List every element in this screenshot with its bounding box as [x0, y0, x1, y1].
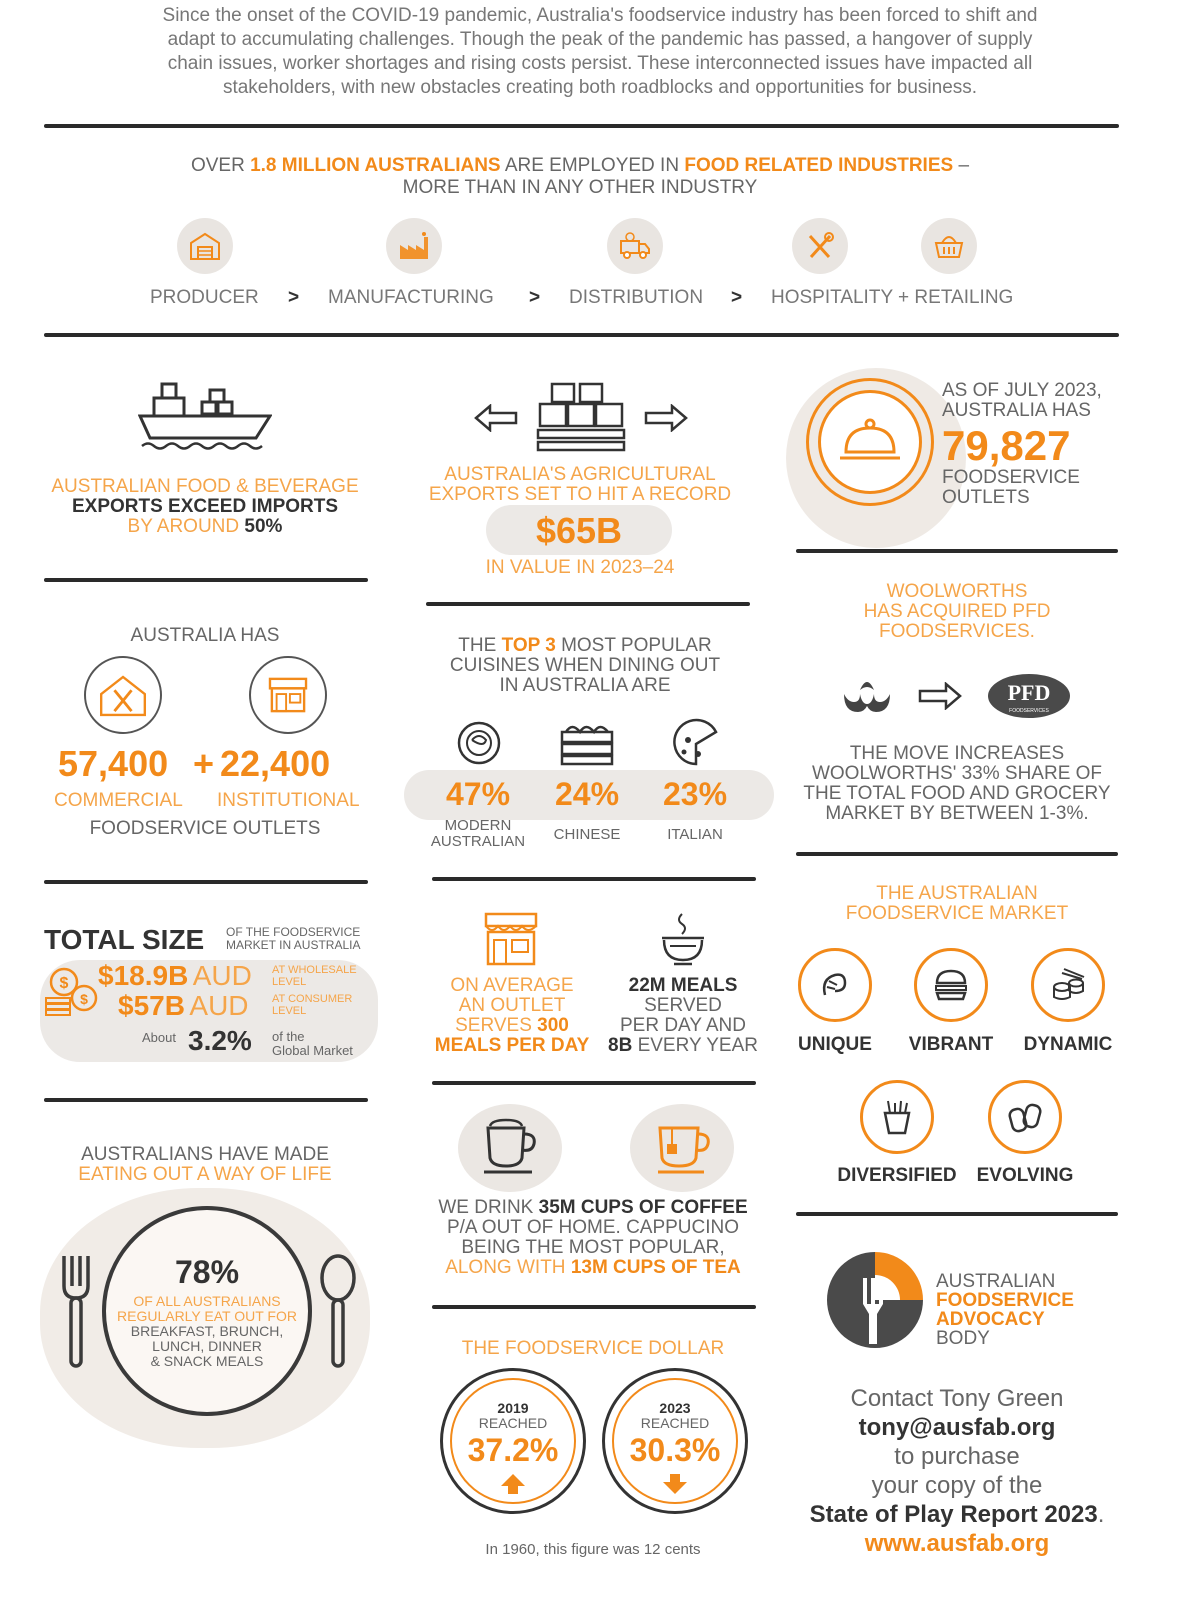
evolving-label: EVOLVING: [976, 1165, 1074, 1186]
total-meals-text: 22M MEALS SERVED PER DAY AND 8B EVERY YEAR: [608, 975, 758, 1056]
employment-industries: FOOD RELATED INDUSTRIES: [684, 155, 954, 176]
delivery-truck-icon: [607, 218, 663, 274]
employment-headline: OVER 1.8 MILLION AUSTRALIANS ARE EMPLOYED IN FOOD RELATED INDUSTRIES – MORE THAN IN ANY OTHER INDUSTRY: [190, 155, 970, 198]
coins-icon: [44, 964, 100, 1018]
dumpling-steamer-icon: [558, 718, 616, 766]
restaurant-icon: [84, 656, 162, 734]
contact-block: Contact Tony Green tony@ausfab.org to purchase your copy of the State of Play Report 2023. www.ausfab.org: [790, 1384, 1124, 1558]
chain-producer: PRODUCER: [150, 287, 259, 308]
commercial-foot: FOODSERVICE OUTLETS: [89, 818, 321, 839]
intro-line: adapt to accumulating challenges. Though the peak of the pandemic has passed, a hangover of supply: [167, 29, 1033, 50]
sushi-icon: [1031, 948, 1105, 1022]
cloche-icon: [838, 418, 902, 464]
website-link[interactable]: www.ausfab.org: [864, 1530, 1050, 1557]
intro-line: chain issues, worker shortages and rising costs persist. These interconnected issues have impacted all: [167, 53, 1033, 74]
svg-text:$: $: [59, 975, 69, 992]
chain-manufacturing: MANUFACTURING: [328, 287, 494, 308]
arrow-right-icon: [918, 682, 962, 710]
cuisine-pct-chinese: 24%: [554, 776, 620, 812]
tea-cup-icon: [654, 1120, 714, 1176]
outlets-label: FOODSERVICE OUTLETS: [942, 467, 1080, 508]
dollar-2023-value: 30.3%: [629, 1432, 721, 1468]
commercial-heading: AUSTRALIA HAS: [130, 625, 280, 646]
cuisine-pct-modern: 47%: [445, 776, 511, 812]
contact-email-link[interactable]: tony@ausfab.org: [858, 1414, 1056, 1441]
coffee-cup-icon: [482, 1116, 542, 1178]
arrow-up-icon: [501, 1474, 525, 1494]
divider: [44, 333, 1119, 337]
chain-arrow: >: [288, 287, 300, 308]
pfd-logo: PFD FOODSERVICES: [988, 674, 1070, 718]
dollar-2023-reached: REACHED: [640, 1415, 710, 1431]
pizza-icon: [670, 718, 722, 766]
coffee-text: WE DRINK 35M CUPS OF COFFEE P/A OUT OF HOME. CAPPUCINO BEING THE MOST POPULAR, ALONG WITH 13M CUPS OF TEA: [438, 1197, 748, 1278]
intro-line: stakeholders, with new obstacles creating both roadblocks and opportunities for business.: [222, 77, 978, 98]
arrow-down-icon: [663, 1474, 687, 1494]
eatout-pct: 78%: [174, 1254, 240, 1290]
commercial-count: 57,400: [58, 743, 169, 784]
woolworths-move-text: THE MOVE INCREASES WOOLWORTHS' 33% SHARE OF THE TOTAL FOOD AND GROCERY MARKET BY BETWEEN 1-3%.: [803, 743, 1111, 824]
wholesale-note: AT WHOLESALE LEVEL: [272, 964, 357, 988]
dollar-footnote: In 1960, this figure was 12 cents: [485, 1541, 701, 1558]
cutlery-icon: [792, 218, 848, 274]
agri-value: $65B: [535, 510, 623, 551]
divider: [432, 1305, 756, 1309]
arrow-left-icon: [474, 404, 518, 432]
outlets-count: 79,827: [942, 422, 1071, 469]
divider: [44, 1098, 368, 1102]
global-share-note: of the Global Market: [272, 1029, 353, 1058]
about-label: About: [142, 1030, 176, 1045]
shrimp-icon: [798, 948, 872, 1022]
market-heading: THE AUSTRALIAN FOODSERVICE MARKET: [845, 883, 1069, 924]
divider: [432, 1081, 756, 1085]
exports-text: AUSTRALIAN FOOD & BEVERAGE EXPORTS EXCEED IMPORTS BY AROUND 50%: [51, 476, 359, 537]
wholesale-value: $18.9B: [98, 960, 189, 991]
total-size-title: TOTAL SIZE: [44, 924, 205, 955]
divider: [796, 852, 1118, 856]
cargo-ship-icon: [138, 380, 272, 452]
burger-icon: [914, 948, 988, 1022]
institutional-label: INSTITUTIONAL: [217, 790, 360, 811]
divider: [44, 880, 368, 884]
fork-icon: [58, 1252, 94, 1370]
wrap-icon: [988, 1080, 1062, 1154]
divider: [796, 1212, 1118, 1216]
agri-text: AUSTRALIA'S AGRICULTURAL EXPORTS SET TO HIT A RECORD: [428, 464, 732, 505]
factory-icon: [386, 218, 442, 274]
chain-hospitality: HOSPITALITY + RETAILING: [771, 287, 1014, 308]
divider: [432, 877, 756, 881]
cuisine-label-chinese: CHINESE: [553, 826, 621, 843]
divider: [796, 549, 1118, 553]
divider: [44, 578, 368, 582]
wholesale-row: $18.9B AUD: [98, 960, 252, 991]
consumer-note: AT CONSUMER LEVEL: [272, 993, 353, 1017]
cuisine-label-modern: MODERN AUSTRALIAN: [430, 817, 526, 850]
plate-food-icon: [456, 720, 502, 766]
dollar-2023-year: 2023: [659, 1400, 691, 1416]
steaming-bowl-icon: [660, 910, 706, 966]
commercial-label: COMMERCIAL: [54, 790, 183, 811]
consumer-row: $57B AUD: [118, 990, 249, 1021]
consumer-value: $57B: [118, 990, 185, 1021]
employment-count: 1.8 MILLION AUSTRALIANS: [250, 155, 501, 176]
report-title: State of Play Report 2023: [809, 1501, 1098, 1528]
intro-text: [30, 4, 1170, 100]
outlet-meals-text: ON AVERAGE AN OUTLET SERVES 300 MEALS PER DAY: [434, 975, 590, 1056]
diversified-label: DIVERSIFIED: [837, 1165, 957, 1186]
dynamic-label: DYNAMIC: [1023, 1034, 1113, 1055]
cuisine-label-italian: ITALIAN: [667, 826, 723, 843]
chain-arrow: >: [529, 287, 541, 308]
pallet-boxes-icon: [536, 380, 626, 452]
unique-label: UNIQUE: [798, 1034, 872, 1055]
chain-distribution: DISTRIBUTION: [569, 287, 704, 308]
divider: [426, 602, 750, 606]
woolworths-heading: WOOLWORTHS HAS ACQUIRED PFD FOODSERVICES.: [863, 581, 1051, 642]
arrow-right-icon: [644, 404, 688, 432]
dollar-2019-value: 37.2%: [467, 1432, 559, 1468]
vibrant-label: VIBRANT: [908, 1034, 994, 1055]
outlets-text: AS OF JULY 2023, AUSTRALIA HAS: [942, 380, 1102, 421]
storefront-icon: [249, 656, 327, 734]
total-size-sub: OF THE FOODSERVICE MARKET IN AUSTRALIA: [226, 925, 361, 952]
afab-name: AUSTRALIAN FOODSERVICE ADVOCACY BODY: [936, 1271, 1074, 1349]
plus-sign: +: [193, 743, 215, 784]
warehouse-icon: [177, 218, 233, 274]
dollar-2019-year: 2019: [497, 1400, 529, 1416]
eatout-heading: AUSTRALIANS HAVE MADE EATING OUT A WAY OF LIFE: [78, 1144, 332, 1185]
shop-icon: [482, 910, 540, 968]
eatout-desc: OF ALL AUSTRALIANS REGULARLY EAT OUT FOR BREAKFAST, BRUNCH, LUNCH, DINNER & SNACK MEALS: [117, 1293, 297, 1369]
supply-chain-labels: [0, 287, 1199, 311]
divider: [44, 124, 1119, 128]
institutional-count: 22,400: [220, 743, 331, 784]
woolworths-logo-icon: [840, 672, 894, 718]
intro-line: Since the onset of the COVID-19 pandemic, Australia's foodservice industry has been forced to shift and: [162, 5, 1038, 26]
dollar-2019-reached: REACHED: [478, 1415, 548, 1431]
afab-logo-icon: [820, 1248, 930, 1348]
fries-icon: [860, 1080, 934, 1154]
svg-text:$: $: [80, 991, 88, 1007]
cuisine-pct-italian: 23%: [662, 776, 728, 812]
agri-year: IN VALUE IN 2023–24: [485, 557, 675, 578]
chain-arrow: >: [731, 287, 743, 308]
global-share-value: 3.2%: [188, 1025, 252, 1056]
shopping-basket-icon: [921, 218, 977, 274]
cuisines-heading: THE TOP 3 MOST POPULAR CUISINES WHEN DINING OUT IN AUSTRALIA ARE: [449, 635, 721, 696]
spoon-icon: [318, 1252, 358, 1370]
dollar-title: THE FOODSERVICE DOLLAR: [461, 1338, 725, 1359]
